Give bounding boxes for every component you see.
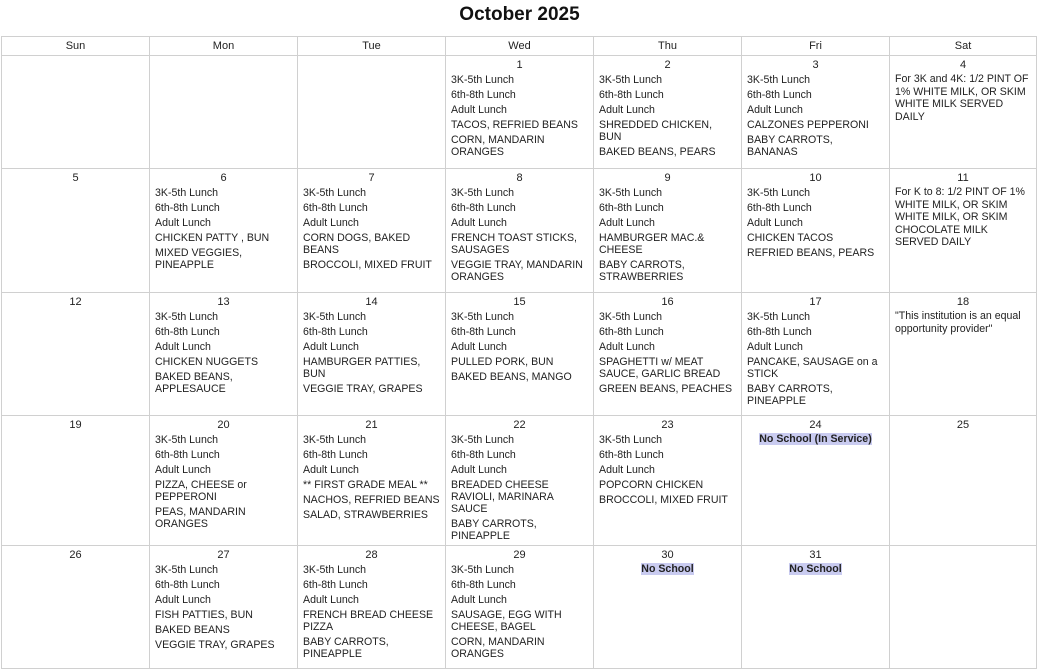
lunch-group-label: 6th-8th Lunch (451, 449, 516, 461)
lunch-group-label: 3K-5th Lunch (451, 564, 515, 576)
empty-day-cell[interactable] (298, 56, 446, 169)
day-cell-6[interactable] (150, 169, 298, 293)
menu-entries (742, 309, 889, 407)
lunch-group-label: 3K-5th Lunch (747, 74, 811, 86)
lunch-group-label: 3K-5th Lunch (451, 187, 515, 199)
day-cell-22[interactable] (446, 416, 594, 546)
menu-item: SALAD, STRAWBERRIES (303, 509, 428, 521)
day-number: 29 (513, 549, 526, 561)
lunch-group-label: 3K-5th Lunch (303, 564, 367, 576)
menu-entries (446, 562, 593, 660)
menu-item: BABY CARROTS, PINEAPPLE (451, 518, 537, 542)
lunch-group-label: 6th-8th Lunch (303, 202, 368, 214)
lunch-group-label: 6th-8th Lunch (303, 449, 368, 461)
lunch-group-label: Adult Lunch (599, 217, 655, 229)
day-cell-23[interactable] (594, 416, 742, 546)
day-number: 24 (809, 419, 822, 431)
menu-item: BAKED BEANS, PEARS (599, 146, 716, 158)
menu-entries (150, 432, 297, 530)
day-cell-27[interactable] (150, 546, 298, 669)
lunch-group-label: 6th-8th Lunch (155, 202, 220, 214)
lunch-group-label: Adult Lunch (451, 104, 507, 116)
menu-item: BAKED BEANS (155, 624, 230, 636)
day-cell-2[interactable] (594, 56, 742, 169)
day-number (890, 549, 1036, 562)
menu-item: HAMBURGER PATTIES, BUN (303, 356, 421, 380)
day-number: 17 (809, 296, 822, 308)
day-cell-26[interactable] (2, 546, 150, 669)
day-number: 27 (217, 549, 230, 561)
day-number: 19 (69, 419, 82, 431)
day-cell-18[interactable] (890, 293, 1037, 416)
lunch-group-label: Adult Lunch (599, 341, 655, 353)
menu-entries (298, 562, 445, 660)
menu-entries (298, 309, 445, 395)
day-number: 1 (516, 59, 523, 71)
day-number: 28 (365, 549, 378, 561)
lunch-group-label: Adult Lunch (155, 217, 211, 229)
day-number: 25 (956, 419, 970, 431)
lunch-group-label: Adult Lunch (747, 217, 803, 229)
lunch-group-label: 3K-5th Lunch (451, 311, 515, 323)
day-number: 23 (661, 419, 674, 431)
lunch-group-label: Adult Lunch (599, 464, 655, 476)
weekday-header-tue: Tue (298, 37, 446, 56)
lunch-group-label: 6th-8th Lunch (599, 449, 664, 461)
menu-item: BABY CARROTS, BANANAS (747, 134, 833, 158)
day-cell-25[interactable] (890, 416, 1037, 546)
lunch-group-label: 6th-8th Lunch (599, 326, 664, 338)
lunch-group-label: 6th-8th Lunch (155, 326, 220, 338)
week-row (2, 416, 1037, 546)
lunch-group-label: 3K-5th Lunch (747, 187, 811, 199)
lunch-group-label: 6th-8th Lunch (155, 579, 220, 591)
menu-entries (150, 309, 297, 395)
day-cell-12[interactable] (2, 293, 150, 416)
lunch-group-label: Adult Lunch (451, 217, 507, 229)
menu-entries (446, 309, 593, 383)
lunch-group-label: 3K-5th Lunch (599, 187, 663, 199)
day-number: 2 (664, 59, 671, 71)
day-cell-15[interactable] (446, 293, 594, 416)
day-number: 21 (365, 419, 378, 431)
lunch-group-label: 3K-5th Lunch (155, 434, 219, 446)
menu-item: PIZZA, CHEESE or PEPPERONI (155, 479, 247, 503)
menu-entries (742, 72, 889, 158)
day-number: 26 (69, 549, 82, 561)
day-number: 6 (220, 172, 227, 184)
day-cell-21[interactable] (298, 416, 446, 546)
lunch-group-label: Adult Lunch (747, 341, 803, 353)
lunch-group-label: Adult Lunch (303, 464, 359, 476)
menu-item: NACHOS, REFRIED BEANS (303, 494, 440, 506)
no-school-label: No School (641, 563, 694, 575)
menu-item: BROCCOLI, MIXED FRUIT (599, 494, 728, 506)
menu-entries (594, 72, 741, 158)
day-number: 5 (72, 172, 79, 184)
milk-note: For 3K and 4K: 1/2 PINT OF 1% WHITE MILK, OR SKIM WHITE MILK SERVED DAILY (895, 73, 1029, 123)
lunch-group-label: 3K-5th Lunch (451, 434, 515, 446)
lunch-group-label: Adult Lunch (303, 594, 359, 606)
weekday-header-mon: Mon (150, 37, 298, 56)
lunch-group-label: 6th-8th Lunch (155, 449, 220, 461)
lunch-group-label: 6th-8th Lunch (303, 326, 368, 338)
lunch-group-label: Adult Lunch (747, 104, 803, 116)
menu-item: BAKED BEANS, APPLESAUCE (155, 371, 233, 395)
menu-entries (446, 185, 593, 283)
menu-item: BABY CARROTS, PINEAPPLE (747, 383, 833, 407)
lunch-group-label: 6th-8th Lunch (747, 89, 812, 101)
day-number: 9 (664, 172, 671, 184)
day-number: 10 (809, 172, 822, 184)
milk-note: "This institution is an equal opportunity provider" (895, 310, 1021, 335)
day-number: 30 (661, 549, 674, 561)
lunch-group-label: 3K-5th Lunch (303, 434, 367, 446)
lunch-group-label: 6th-8th Lunch (451, 326, 516, 338)
lunch-group-label: 3K-5th Lunch (155, 564, 219, 576)
day-number: 12 (69, 296, 82, 308)
menu-item: FRENCH TOAST STICKS, SAUSAGES (451, 232, 577, 256)
menu-item: BABY CARROTS, STRAWBERRIES (599, 259, 685, 283)
menu-item: PANCAKE, SAUSAGE on a STICK (747, 356, 878, 380)
menu-item: CHICKEN PATTY , BUN (155, 232, 270, 244)
lunch-group-label: 3K-5th Lunch (599, 311, 663, 323)
weekday-header-thu: Thu (594, 37, 742, 56)
lunch-group-label: 3K-5th Lunch (155, 187, 219, 199)
lunch-group-label: 6th-8th Lunch (451, 202, 516, 214)
lunch-group-label: 3K-5th Lunch (747, 311, 811, 323)
no-school-label: No School (In Service) (759, 433, 872, 445)
lunch-group-label: Adult Lunch (303, 217, 359, 229)
day-number: 16 (661, 296, 674, 308)
menu-item: MIXED VEGGIES, PINEAPPLE (155, 247, 243, 271)
day-number (298, 59, 445, 72)
menu-item: HAMBURGER MAC.& CHEESE (599, 232, 705, 256)
weekday-header-row (2, 37, 1037, 56)
menu-item: SAUSAGE, EGG WITH CHEESE, BAGEL (451, 609, 562, 633)
menu-item: CORN DOGS, BAKED BEANS (303, 232, 411, 256)
lunch-group-label: Adult Lunch (155, 464, 211, 476)
day-number: 3 (812, 59, 819, 71)
day-cell-9[interactable] (594, 169, 742, 293)
day-number (2, 59, 149, 72)
menu-entries (742, 185, 889, 259)
lunch-group-label: Adult Lunch (451, 594, 507, 606)
calendar-grid (1, 36, 1037, 669)
lunch-group-label: 6th-8th Lunch (747, 326, 812, 338)
day-cell-28[interactable] (298, 546, 446, 669)
lunch-group-label: Adult Lunch (155, 594, 211, 606)
day-number (150, 59, 297, 72)
day-number: 4 (959, 59, 967, 71)
week-row (2, 169, 1037, 293)
no-school-label: No School (789, 563, 842, 575)
day-cell-1[interactable] (446, 56, 594, 169)
weekday-header-fri: Fri (742, 37, 890, 56)
menu-item: VEGGIE TRAY, GRAPES (155, 639, 275, 651)
day-number: 15 (513, 296, 526, 308)
day-cell-14[interactable] (298, 293, 446, 416)
lunch-group-label: Adult Lunch (451, 464, 507, 476)
day-cell-24[interactable] (742, 416, 890, 546)
day-cell-3[interactable] (742, 56, 890, 169)
day-number: 13 (217, 296, 230, 308)
menu-item: POPCORN CHICKEN (599, 479, 704, 491)
lunch-group-label: 6th-8th Lunch (451, 579, 516, 591)
lunch-group-label: Adult Lunch (599, 104, 655, 116)
menu-item: BREADED CHEESE RAVIOLI, MARINARA SAUCE (451, 479, 554, 515)
lunch-group-label: 3K-5th Lunch (451, 74, 515, 86)
menu-item: BAKED BEANS, MANGO (451, 371, 572, 383)
lunch-group-label: 3K-5th Lunch (599, 74, 663, 86)
lunch-group-label: 6th-8th Lunch (599, 202, 664, 214)
menu-item: CORN, MANDARIN ORANGES (451, 134, 545, 158)
day-cell-16[interactable] (594, 293, 742, 416)
menu-item: CHICKEN NUGGETS (155, 356, 259, 368)
menu-item: SHREDDED CHICKEN, BUN (599, 119, 713, 143)
day-number: 7 (368, 172, 375, 184)
lunch-group-label: Adult Lunch (303, 341, 359, 353)
milk-note: For K to 8: 1/2 PINT OF 1% WHITE MILK, OR SKIM WHITE MILK, OR SKIM CHOCOLATE MILK SERVED DAILY (895, 186, 1025, 248)
menu-item: SPAGHETTI w/ MEAT SAUCE, GARLIC BREAD (599, 356, 721, 380)
lunch-group-label: 6th-8th Lunch (747, 202, 812, 214)
day-cell-5[interactable] (2, 169, 150, 293)
day-cell-17[interactable] (742, 293, 890, 416)
day-cell-20[interactable] (150, 416, 298, 546)
lunch-group-label: 3K-5th Lunch (155, 311, 219, 323)
empty-day-cell[interactable] (150, 56, 298, 169)
lunch-group-label: 3K-5th Lunch (303, 187, 367, 199)
calendar-title: October 2025 (459, 4, 580, 25)
day-cell-10[interactable] (742, 169, 890, 293)
menu-entries (594, 185, 741, 283)
menu-entries (446, 72, 593, 158)
week-row (2, 56, 1037, 169)
menu-item: REFRIED BEANS, PEARS (747, 247, 875, 259)
lunch-group-label: 6th-8th Lunch (451, 89, 516, 101)
day-number: 14 (365, 296, 378, 308)
day-cell-13[interactable] (150, 293, 298, 416)
menu-entries (298, 185, 445, 271)
menu-entries (594, 432, 741, 506)
menu-entries (150, 185, 297, 271)
day-number: 18 (956, 296, 970, 308)
weekday-header-wed: Wed (446, 37, 594, 56)
lunch-group-label: Adult Lunch (155, 341, 211, 353)
weekday-header-sat: Sat (890, 37, 1037, 56)
day-number: 8 (516, 172, 523, 184)
menu-item: CALZONES PEPPERONI (747, 119, 869, 131)
day-cell-30[interactable] (594, 546, 742, 669)
day-cell-31[interactable] (742, 546, 890, 669)
empty-day-cell[interactable] (890, 546, 1037, 669)
empty-day-cell[interactable] (2, 56, 150, 169)
menu-item: CORN, MANDARIN ORANGES (451, 636, 545, 660)
day-cell-8[interactable] (446, 169, 594, 293)
menu-item: PULLED PORK, BUN (451, 356, 554, 368)
weekday-header-sun: Sun (2, 37, 150, 56)
menu-item: PEAS, MANDARIN ORANGES (155, 506, 246, 530)
menu-entries (446, 432, 593, 542)
menu-item: GREEN BEANS, PEACHES (599, 383, 733, 395)
menu-item: TACOS, REFRIED BEANS (451, 119, 578, 131)
week-row (2, 293, 1037, 416)
menu-item: VEGGIE TRAY, MANDARIN ORANGES (451, 259, 583, 283)
lunch-group-label: Adult Lunch (451, 341, 507, 353)
menu-entries (150, 562, 297, 651)
menu-item: CHICKEN TACOS (747, 232, 834, 244)
menu-item: FRENCH BREAD CHEESE PIZZA (303, 609, 434, 633)
lunch-group-label: 3K-5th Lunch (303, 311, 367, 323)
day-cell-19[interactable] (2, 416, 150, 546)
day-number: 22 (513, 419, 526, 431)
day-cell-29[interactable] (446, 546, 594, 669)
menu-entries (298, 432, 445, 521)
menu-item: VEGGIE TRAY, GRAPES (303, 383, 423, 395)
menu-item: BROCCOLI, MIXED FRUIT (303, 259, 432, 271)
menu-item: BABY CARROTS, PINEAPPLE (303, 636, 389, 660)
lunch-group-label: 3K-5th Lunch (599, 434, 663, 446)
week-row (2, 546, 1037, 669)
day-cell-11[interactable] (890, 169, 1037, 293)
lunch-group-label: 6th-8th Lunch (599, 89, 664, 101)
lunch-group-label: 6th-8th Lunch (303, 579, 368, 591)
day-number: 31 (809, 549, 822, 561)
day-cell-7[interactable] (298, 169, 446, 293)
menu-item: FISH PATTIES, BUN (155, 609, 253, 621)
menu-item: ** FIRST GRADE MEAL ** (303, 479, 428, 491)
day-number: 20 (217, 419, 230, 431)
day-number: 11 (957, 172, 969, 184)
day-cell-4[interactable] (890, 56, 1037, 169)
menu-entries (594, 309, 741, 395)
